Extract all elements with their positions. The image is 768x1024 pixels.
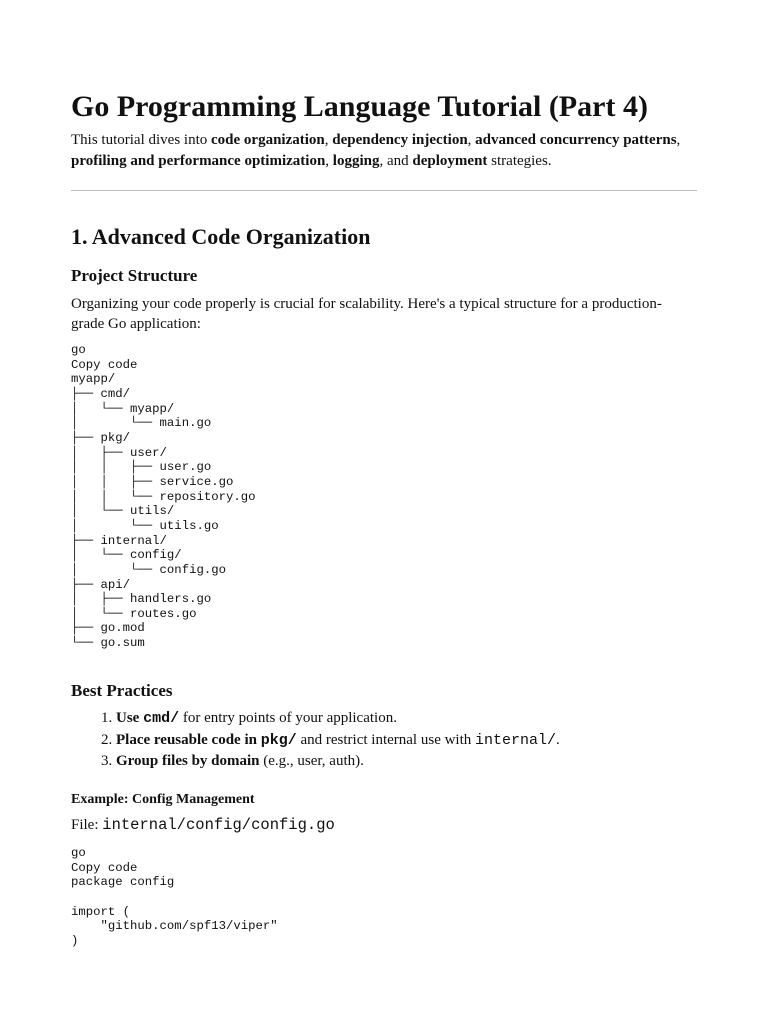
list-item — [116, 708, 560, 730]
subheading-config-management: Example: Config Management — [71, 792, 255, 807]
subheading-project-structure: Project Structure — [71, 266, 198, 285]
list-item-text: . — [556, 731, 560, 748]
file-label: File: — [71, 817, 103, 833]
inline-code: internal/ — [475, 731, 557, 749]
list-item-text: (e.g., user, auth). — [259, 753, 364, 769]
intro-bold-concurrency: advanced concurrency patterns — [475, 132, 677, 148]
list-item-bold: Group files by domain — [116, 753, 260, 769]
intro-text: , — [676, 132, 681, 148]
intro-bold-code-organization: code organization — [211, 132, 325, 148]
file-path-line — [71, 814, 335, 836]
list-item-bold: Place reusable code in — [116, 731, 261, 748]
intro-bold-deployment: deployment — [412, 153, 488, 169]
intro-text: strategies. — [487, 153, 552, 169]
list-item-text: for entry points of your application. — [179, 710, 397, 726]
best-practices-list — [71, 708, 560, 773]
project-structure-code-block: go Copy code myapp/ ├── cmd/ │ └── myapp/ │ └── main.go ├── pkg/ │ ├── user/ │ │ ├── user.go │ │ ├── service.go │ │ └── repository.go │ └── utils/ │ └── utils.go ├── internal/ │ └── config/ │ └── config.go ├── api/ │ ├── handlers.go │ └── routes.go ├── go.mod └── go.sum — [71, 343, 256, 651]
intro-paragraph — [71, 130, 697, 172]
project-structure-text: Organizing your code properly is crucial for scalability. Here's a typical structure for a production-grade Go application: — [71, 296, 662, 332]
section-heading-code-organization: 1. Advanced Code Organization — [71, 224, 371, 249]
intro-text: , — [467, 132, 476, 148]
list-item-text: and restrict internal use with — [296, 731, 476, 748]
list-item-bold: Use — [116, 710, 144, 726]
intro-text: , and — [379, 153, 413, 169]
list-item — [116, 730, 560, 752]
intro-bold-dependency-injection: dependency injection — [332, 132, 468, 148]
subheading-best-practices: Best Practices — [71, 681, 173, 700]
list-item — [116, 751, 560, 773]
horizontal-divider — [71, 190, 697, 191]
intro-text: , — [325, 153, 333, 169]
intro-text: , — [324, 132, 333, 148]
file-path: internal/config/config.go — [102, 816, 335, 834]
inline-code: pkg/ — [260, 731, 297, 749]
inline-code: cmd/ — [143, 710, 180, 727]
intro-bold-logging: logging — [332, 153, 380, 169]
config-code-block: go Copy code package config import ( "github.com/spf13/viper" ) — [71, 846, 278, 948]
page-title: Go Programming Language Tutorial (Part 4) — [71, 90, 648, 123]
intro-bold-profiling: profiling and performance optimization — [71, 153, 326, 169]
intro-text: This tutorial dives into — [71, 132, 211, 148]
